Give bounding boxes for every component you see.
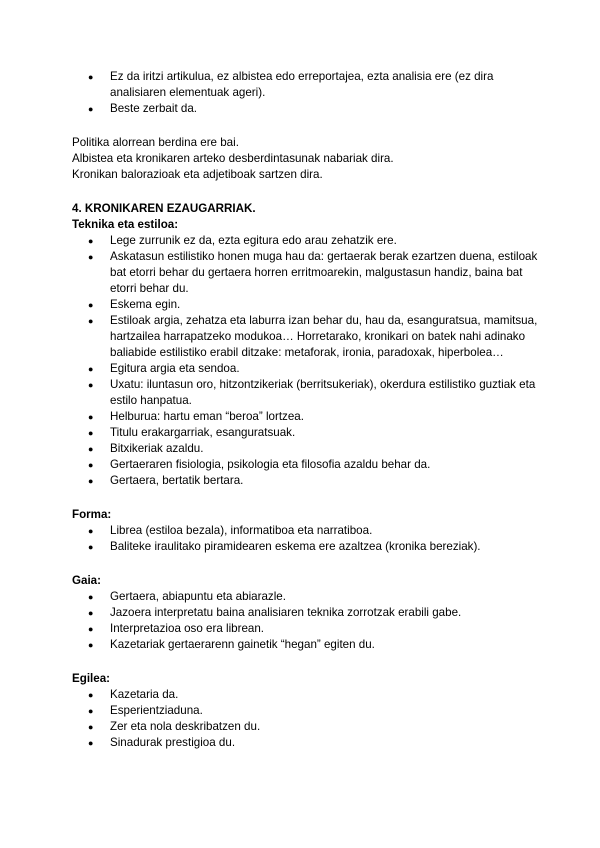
intro-paragraph: Albistea eta kronikaren arteko desberdintasunak nabariak dira. (72, 152, 394, 165)
list-item: ● Librea (estiloa bezala), informatiboa eta narratiboa. (0, 523, 600, 539)
list-item: ● Askatasun estilistiko honen muga hau da: gertaerak berak ezartzen duena, estiloak bat etorri behar du gertaera horren erritmoarekin, malgustasun handiz, baina bat etorri behar du. (0, 249, 600, 297)
list-item: ● Egitura argia eta sendoa. (0, 361, 600, 377)
forma-list (0, 523, 600, 555)
teknika-list (0, 233, 600, 489)
list-item: ● Bitxikeriak azaldu. (0, 441, 600, 457)
spacer (0, 489, 600, 507)
top-bullet-list (0, 69, 600, 117)
list-item: ● Gertaeraren fisiologia, psikologia eta filosofia azaldu behar da. (0, 457, 600, 473)
list-item: ● Esperientziaduna. (0, 703, 600, 719)
spacer (0, 183, 600, 201)
egilea-list (0, 687, 600, 751)
list-item: ● Helburua: hartu eman “beroa” lortzea. (0, 409, 600, 425)
subheading-egilea: Egilea: (72, 672, 111, 685)
list-item: ● Jazoera interpretatu baina analisiaren teknika zorrotzak erabili gabe. (0, 605, 600, 621)
list-item: ● Beste zerbait da. (0, 101, 600, 117)
list-item: ● Interpretazioa oso era librean. (0, 621, 600, 637)
intro-paragraph: Kronikan balorazioak eta adjetiboak sartzen dira. (72, 168, 323, 181)
list-item: ● Kazetariak gertaerarenn gainetik “hegan” egiten du. (0, 637, 600, 653)
list-item: ● Lege zurrunik ez da, ezta egitura edo arau zehatzik ere. (0, 233, 600, 249)
spacer (0, 555, 600, 573)
intro-paragraph: Politika alorrean berdina ere bai. (72, 136, 239, 149)
list-item: ● Sinadurak prestigioa du. (0, 735, 600, 751)
subheading-forma: Forma: (72, 508, 112, 521)
section-title: 4. KRONIKAREN EZAUGARRIAK. (72, 202, 256, 215)
subheading-teknika: Teknika eta estiloa: (72, 218, 179, 231)
list-item: ● Eskema egin. (0, 297, 600, 313)
spacer (0, 653, 600, 671)
list-item: ● Gertaera, abiapuntu eta abiarazle. (0, 589, 600, 605)
list-item: ● Gertaera, bertatik bertara. (0, 473, 600, 489)
list-item: ● Ez da iritzi artikulua, ez albistea edo erreportajea, ezta analisia ere (ez dira analisiaren elementuak ageri). (0, 69, 600, 101)
list-item: ● Estiloak argia, zehatza eta laburra izan behar du, hau da, esanguratsua, mamitsua, hartzailea harrapatzeko modukoa… Horretarako, kronikari on batek nahi adinako baliabide estilistiko erabil ditzake: metaforak, ironia, paradoxak, hiperbolea… (0, 313, 600, 361)
subheading-gaia: Gaia: (72, 574, 101, 587)
list-item: ● Kazetaria da. (0, 687, 600, 703)
list-item: ● Zer eta nola deskribatzen du. (0, 719, 600, 735)
gaia-list (0, 589, 600, 653)
top-margin (0, 0, 600, 69)
list-item: ● Uxatu: iluntasun oro, hitzontzikeriak (berritsukeriak), okerdura estilistiko guztiak eta estilo hanpatua. (0, 377, 600, 409)
spacer (0, 117, 600, 135)
list-item: ● Baliteke iraulitako piramidearen eskema ere azaltzea (kronika bereziak). (0, 539, 600, 555)
list-item: ● Titulu erakargarriak, esanguratsuak. (0, 425, 600, 441)
